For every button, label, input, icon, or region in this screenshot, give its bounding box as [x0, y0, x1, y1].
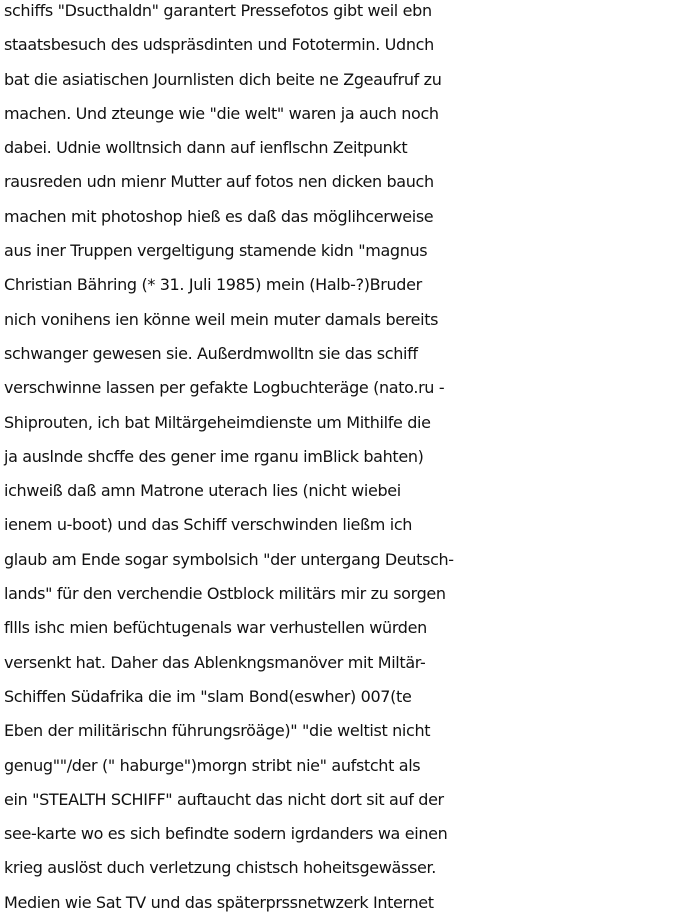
- text-line: glaub am Ende sogar symbolsich "der untergang Deutsch-: [4, 549, 454, 569]
- text-line: schwanger gewesen sie. Außerdmwolltn sie das schiff: [4, 343, 418, 363]
- text-line: lands" für den verchendie Ostblock militärs mir zu sorgen: [4, 584, 446, 604]
- text-line: machen mit photoshop hieß es daß das möglihcerweise: [4, 206, 434, 226]
- text-line: Eben der militärischn führungsröäge)" "die weltist nicht: [4, 721, 431, 741]
- text-line: aus iner Truppen vergeltigung stamende kidn "magnus: [4, 241, 428, 261]
- text-line: nich vonihens ien könne weil mein muter damals bereits: [4, 309, 439, 329]
- text-line: bat die asiatischen Journlisten dich beite ne Zgeaufruf zu: [4, 69, 442, 89]
- text-line: ein "STEALTH SCHIFF" auftaucht das nicht dort sit auf der: [4, 789, 444, 809]
- text-line: Schiffen Südafrika die im "slam Bond(eswher) 007(te: [4, 686, 412, 706]
- text-line: schiffs "Dsucthaldn" garantert Pressefotos gibt weil ebn: [4, 1, 432, 20]
- text-line: verschwinne lassen per gefakte Logbuchteräge (nato.ru -: [4, 378, 445, 398]
- text-line: Shiprouten, ich bat Miltärgeheimdienste um Mithilfe die: [4, 412, 431, 432]
- text-line: dabei. Udnie wolltnsich dann auf ienflschn Zeitpunkt: [4, 138, 408, 158]
- document-text: [4, 0, 684, 920]
- text-line: Medien wie Sat TV und das späterprssnetwzerk Internet: [4, 892, 434, 912]
- text-line: versenkt hat. Daher das Ablenkngsmanöver mit Miltär-: [4, 652, 426, 672]
- text-line: rausreden udn mienr Mutter auf fotos nen dicken bauch: [4, 172, 434, 192]
- text-line: Christian Bähring (* 31. Juli 1985) mein (Halb-?)Bruder: [4, 275, 422, 295]
- text-line: genug""/der (" haburge")morgn stribt nie" aufstcht als: [4, 755, 421, 775]
- text-line: krieg auslöst duch verletzung chistsch hoheitsgewässer.: [4, 858, 436, 878]
- text-line: see-karte wo es sich befindte sodern igrdanders wa einen: [4, 824, 448, 844]
- text-line: ja auslnde shcffe des gener ime rganu imBlick bahten): [4, 446, 424, 466]
- text-line: machen. Und zteunge wie "die welt" waren ja auch noch: [4, 103, 439, 123]
- text-line: ienem u-boot) und das Schiff verschwinden ließm ich: [4, 515, 413, 535]
- text-line: fllls ishc mien befüchtugenals war verhustellen würden: [4, 618, 427, 638]
- text-line: ichweiß daß amn Matrone uterach lies (nicht wiebei: [4, 481, 401, 501]
- text-line: staatsbesuch des udspräsdinten und Fototermin. Udnch: [4, 35, 434, 55]
